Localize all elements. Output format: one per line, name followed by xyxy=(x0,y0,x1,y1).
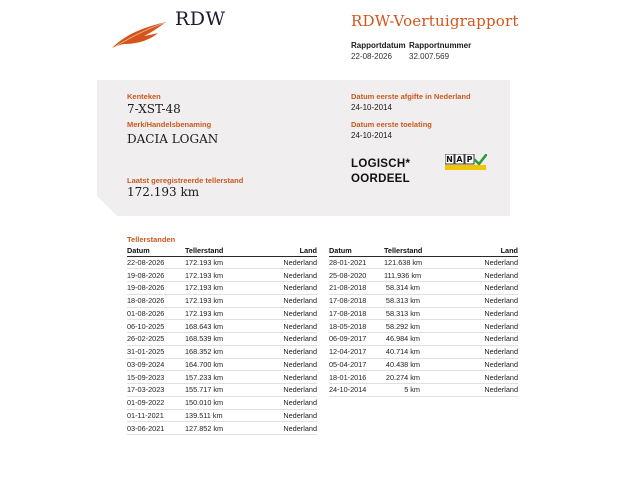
table-row xyxy=(127,371,317,384)
table-row xyxy=(329,307,518,320)
header-reading: Tellerstand xyxy=(185,245,251,256)
reading-date: 25-08-2020 xyxy=(329,269,384,282)
first-admission-label: Datum eerste toelating xyxy=(351,120,432,129)
reading-date: 19-08-2026 xyxy=(127,269,185,282)
nap-verdict xyxy=(351,157,410,187)
reading-country: Nederland xyxy=(251,371,317,384)
table-row xyxy=(329,384,518,397)
reading-date: 22-08-2026 xyxy=(127,256,185,269)
report-title: RDW-Voertuigrapport xyxy=(351,12,519,30)
reading-country: Nederland xyxy=(251,358,317,371)
reading-country: Nederland xyxy=(251,396,317,409)
reading-value: 5 km xyxy=(384,384,426,397)
header-country: Land xyxy=(426,245,518,256)
reading-date: 18-01-2016 xyxy=(329,371,384,384)
reading-date: 01-08-2026 xyxy=(127,307,185,320)
reading-date: 18-05-2018 xyxy=(329,320,384,333)
reading-value: 58.292 km xyxy=(384,320,426,333)
reading-value: 127.852 km xyxy=(185,422,251,435)
reading-date: 17-08-2018 xyxy=(329,294,384,307)
report-date-value: 22-08-2026 xyxy=(351,52,392,61)
reading-date: 01-11-2021 xyxy=(127,409,185,422)
reading-date: 18-08-2026 xyxy=(127,294,185,307)
table-row xyxy=(127,422,317,435)
table-header-row xyxy=(329,245,518,256)
reading-value: 172.193 km xyxy=(185,307,251,320)
reading-value: 172.193 km xyxy=(185,282,251,295)
reading-country: Nederland xyxy=(426,345,518,358)
reading-date: 19-08-2026 xyxy=(127,282,185,295)
reading-value: 20.274 km xyxy=(384,371,426,384)
reading-value: 46.984 km xyxy=(384,333,426,346)
reading-country: Nederland xyxy=(251,282,317,295)
reading-value: 172.193 km xyxy=(185,269,251,282)
reading-country: Nederland xyxy=(426,320,518,333)
table-header-row xyxy=(127,245,317,256)
reading-country: Nederland xyxy=(251,320,317,333)
reading-country: Nederland xyxy=(251,345,317,358)
table-row xyxy=(329,294,518,307)
reading-date: 03-09-2024 xyxy=(127,358,185,371)
reading-country: Nederland xyxy=(251,333,317,346)
table-row xyxy=(127,384,317,397)
verdict-line-1: LOGISCH* xyxy=(351,158,411,170)
reading-country: Nederland xyxy=(251,384,317,397)
reading-date: 03-06-2021 xyxy=(127,422,185,435)
reading-value: 157.233 km xyxy=(185,371,251,384)
header-date: Datum xyxy=(329,245,384,256)
report-number-block xyxy=(409,41,471,61)
reading-country: Nederland xyxy=(426,256,518,269)
plate-label: Kenteken xyxy=(127,92,161,101)
reading-date: 24-10-2014 xyxy=(329,384,384,397)
reading-value: 111.936 km xyxy=(384,269,426,282)
reading-date: 21-08-2018 xyxy=(329,282,384,295)
rdw-feather-logo-icon xyxy=(110,18,168,50)
reading-country: Nederland xyxy=(251,307,317,320)
report-number-label: Rapportnummer xyxy=(409,41,472,50)
header-date: Datum xyxy=(127,245,185,256)
report-date-block xyxy=(351,41,406,61)
odometer-value: 172.193 km xyxy=(127,185,200,199)
reading-date: 05-04-2017 xyxy=(329,358,384,371)
reading-date: 06-10-2025 xyxy=(127,320,185,333)
reading-value: 121.638 km xyxy=(384,256,426,269)
readings-table-right xyxy=(329,245,518,397)
reading-country: Nederland xyxy=(251,269,317,282)
reading-value: 168.539 km xyxy=(185,333,251,346)
reading-date: 01-09-2022 xyxy=(127,396,185,409)
header-country: Land xyxy=(251,245,317,256)
nap-letter-p: P xyxy=(466,155,473,164)
report-number-value: 32.007.569 xyxy=(409,52,450,61)
report-date-label: Rapportdatum xyxy=(351,41,406,50)
table-row xyxy=(127,256,317,269)
reading-value: 58.314 km xyxy=(384,282,426,295)
table-row xyxy=(127,269,317,282)
reading-country: Nederland xyxy=(251,256,317,269)
readings-title: Tellerstanden xyxy=(127,235,176,244)
first-issue-nl-value: 24-10-2014 xyxy=(351,103,392,112)
reading-country: Nederland xyxy=(251,294,317,307)
table-row xyxy=(329,371,518,384)
table-row xyxy=(329,320,518,333)
reading-date: 28-01-2021 xyxy=(329,256,384,269)
odometer-label: Laatst geregistreerde tellerstand xyxy=(127,176,244,185)
reading-value: 150.010 km xyxy=(185,396,251,409)
reading-date: 06-09-2017 xyxy=(329,333,384,346)
reading-date: 26-02-2025 xyxy=(127,333,185,346)
reading-value: 40.438 km xyxy=(384,358,426,371)
first-issue-nl-label: Datum eerste afgifte in Nederland xyxy=(351,92,471,101)
verdict-line-2: OORDEEL xyxy=(351,173,410,185)
reading-date: 12-04-2017 xyxy=(329,345,384,358)
header-reading: Tellerstand xyxy=(384,245,426,256)
reading-date: 15-09-2023 xyxy=(127,371,185,384)
reading-value: 172.193 km xyxy=(185,256,251,269)
reading-country: Nederland xyxy=(426,358,518,371)
reading-value: 168.643 km xyxy=(185,320,251,333)
make-label: Merk/Handelsbenaming xyxy=(127,120,212,129)
nap-logo-icon xyxy=(445,154,487,171)
table-row xyxy=(127,345,317,358)
reading-country: Nederland xyxy=(251,422,317,435)
reading-country: Nederland xyxy=(426,333,518,346)
table-row xyxy=(329,345,518,358)
reading-country: Nederland xyxy=(251,409,317,422)
reading-value: 40.714 km xyxy=(384,345,426,358)
table-row xyxy=(127,294,317,307)
reading-date: 17-08-2018 xyxy=(329,307,384,320)
table-row xyxy=(127,333,317,346)
table-row xyxy=(127,396,317,409)
reading-value: 172.193 km xyxy=(185,294,251,307)
table-row xyxy=(329,333,518,346)
table-row xyxy=(329,256,518,269)
reading-value: 168.352 km xyxy=(185,345,251,358)
make-value: DACIA LOGAN xyxy=(127,132,219,146)
table-row xyxy=(127,282,317,295)
table-row xyxy=(127,320,317,333)
plate-value: 7-XST-48 xyxy=(127,102,181,116)
reading-country: Nederland xyxy=(426,282,518,295)
reading-country: Nederland xyxy=(426,269,518,282)
table-row xyxy=(329,358,518,371)
reading-value: 58.313 km xyxy=(384,307,426,320)
table-row xyxy=(127,358,317,371)
reading-value: 58.313 km xyxy=(384,294,426,307)
reading-country: Nederland xyxy=(426,307,518,320)
first-admission-value: 24-10-2014 xyxy=(351,131,392,140)
nap-letter-a: A xyxy=(456,155,463,164)
reading-country: Nederland xyxy=(426,384,518,397)
table-row xyxy=(127,307,317,320)
table-row xyxy=(329,269,518,282)
reading-value: 164.700 km xyxy=(185,358,251,371)
reading-date: 17-03-2023 xyxy=(127,384,185,397)
readings-table-left xyxy=(127,245,317,435)
table-row xyxy=(329,282,518,295)
reading-value: 139.511 km xyxy=(185,409,251,422)
reading-country: Nederland xyxy=(426,371,518,384)
brand-name: RDW xyxy=(175,8,226,30)
reading-country: Nederland xyxy=(426,294,518,307)
reading-value: 155.717 km xyxy=(185,384,251,397)
nap-letter-n: N xyxy=(446,155,453,164)
table-row xyxy=(127,409,317,422)
reading-date: 31-01-2025 xyxy=(127,345,185,358)
